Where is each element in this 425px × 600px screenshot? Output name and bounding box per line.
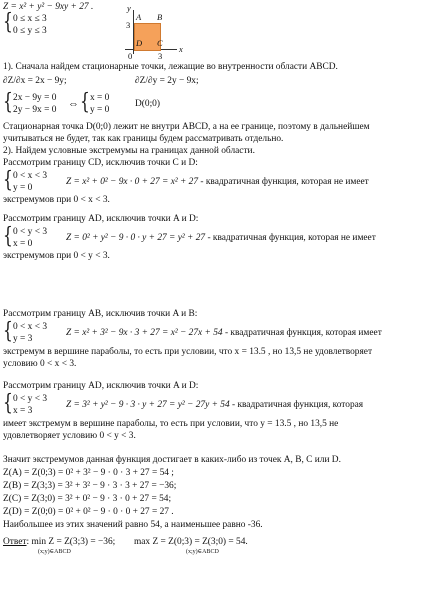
ab-cond-2: y = 3: [13, 334, 33, 344]
answer-subscript-min: (x;y)∈ABCD: [38, 549, 71, 555]
ad-equation: Z = 0² + y² − 9 · 0 · y + 27 = y² + 27 - квадратичная функция, которая не имеет: [66, 233, 376, 243]
bc-equation: Z = 3² + y² − 9 · 3 · y + 27 = y² − 27y + 54 - квадратичная функция, которая: [66, 400, 364, 410]
bc-cond-1: 0 < y < 3: [13, 394, 48, 404]
ad-tail: экстремумов при 0 < y < 3.: [3, 251, 110, 261]
summary-line: Наибольшее из этих значений равно 54, а наименьшее равно -36.: [3, 520, 263, 530]
step1-comment-2: учитываться не будет, так как границы будем рассматривать отдельно.: [3, 134, 284, 144]
solution-y: y = 0: [90, 105, 110, 115]
value-z-a: Z(A) = Z(0;3) = 0² + 3² − 9 · 0 · 3 + 27 = 54 ;: [3, 468, 174, 478]
brace: {: [3, 10, 13, 35]
equivalence-sign: ⇔: [68, 98, 79, 110]
ab-intro: Рассмотрим границу AB, исключив точки A и B:: [3, 309, 198, 319]
ad-intro: Рассмотрим границу AD, исключив точки A и D:: [3, 214, 199, 224]
y-axis-label: y: [127, 3, 131, 13]
conclusion-line: Значит экстремумов данная функция достигает в каких-либо из точек A, B, C или D.: [3, 455, 341, 465]
bc-intro: Рассмотрим границу AD, исключив точки A и D:: [3, 381, 199, 391]
origin-label: 0: [128, 51, 133, 61]
value-z-b: Z(B) = Z(3;3) = 3² + 3² − 9 · 3 · 3 + 27 = −36;: [3, 481, 177, 491]
dzdx: ∂Z/∂x = 2x − 9y;: [3, 76, 67, 86]
system1-eq1: 2x − 9y = 0: [13, 93, 57, 103]
ad-cond-1: 0 < y < 3: [13, 227, 48, 237]
ab-equation: Z = x² + 3² − 9x · 3 + 27 = x² − 27x + 54 - квадратичная функция, которая имеет: [66, 328, 382, 338]
cd-tail: экстремумов при 0 < x < 3.: [3, 195, 110, 205]
answer-line: [3, 537, 248, 548]
step1-title: 1). Сначала найдем стационарные точки, лежащие во внутренности области ABCD.: [3, 62, 338, 72]
brace: {: [3, 319, 13, 344]
dzdy: ∂Z/∂y = 2y − 9x;: [135, 76, 199, 86]
step1-comment-1: Стационарная точка D(0;0) лежит не внутри ABCD, а на ее границе, поэтому в дальнейшем: [3, 122, 370, 132]
bc-tail: имеет экстремум в вершине параболы, то есть при условии, что y = 13.5 , но 13,5 не: [3, 419, 339, 429]
function-definition: Z = x² + y² − 9xy + 27 .: [3, 2, 94, 12]
answer-max: max Z = Z(0;3) = Z(3;0) = 54.: [133, 537, 248, 547]
cd-cond-1: 0 < x < 3: [13, 171, 48, 181]
label-c: C: [157, 38, 163, 48]
constraint-x: 0 ≤ x ≤ 3: [13, 14, 47, 24]
ab-tail: экстремум в вершине параболы, то есть при условии, что x = 13.5 , но 13,5 не удовлетворяет: [3, 347, 373, 357]
bc-cond-2: x = 3: [13, 406, 33, 416]
stationary-point: D(0;0): [135, 99, 160, 109]
solution-x: x = 0: [90, 93, 110, 103]
brace: {: [3, 168, 13, 193]
value-z-d: Z(D) = Z(0;0) = 0² + 0² − 9 · 0 · 0 + 27 = 27 .: [3, 507, 174, 517]
cd-equation: Z = x² + 0² − 9x · 0 + 27 = x² + 27 - квадратичная функция, которая не имеет: [66, 177, 369, 187]
label-a: A: [136, 12, 142, 22]
ab-cond-1: 0 < x < 3: [13, 322, 48, 332]
answer-label: Ответ: [3, 537, 27, 547]
brace: {: [3, 90, 13, 115]
cd-intro: Рассмотрим границу CD, исключив точки C и D:: [3, 158, 198, 168]
ad-cond-2: x = 0: [13, 239, 33, 249]
x-axis-label: x: [179, 44, 183, 54]
step2-title: 2). Найдем условные экстремумы на границах данной области.: [3, 146, 255, 156]
answer-min: : min Z = Z(3;3) = −36;: [26, 537, 116, 547]
system1-eq2: 2y − 9x = 0: [13, 105, 57, 115]
answer-subscript-max: (x;y)∈ABCD: [186, 549, 219, 555]
value-z-c: Z(C) = Z(3;0) = 3² + 0² − 9 · 3 · 0 + 27 = 54;: [3, 494, 172, 504]
constraint-y: 0 ≤ y ≤ 3: [13, 26, 47, 36]
tick-y-3: 3: [126, 20, 131, 30]
label-d: D: [136, 38, 143, 48]
label-b: B: [157, 12, 163, 22]
brace: {: [3, 391, 13, 416]
bc-tail-2: удовлетворяет условию 0 < y < 3.: [3, 431, 136, 441]
tick-x-3: 3: [158, 51, 163, 61]
brace: {: [3, 224, 13, 249]
brace: {: [80, 90, 90, 115]
cd-cond-2: y = 0: [13, 183, 33, 193]
ab-tail-2: условию 0 < x < 3.: [3, 359, 77, 369]
